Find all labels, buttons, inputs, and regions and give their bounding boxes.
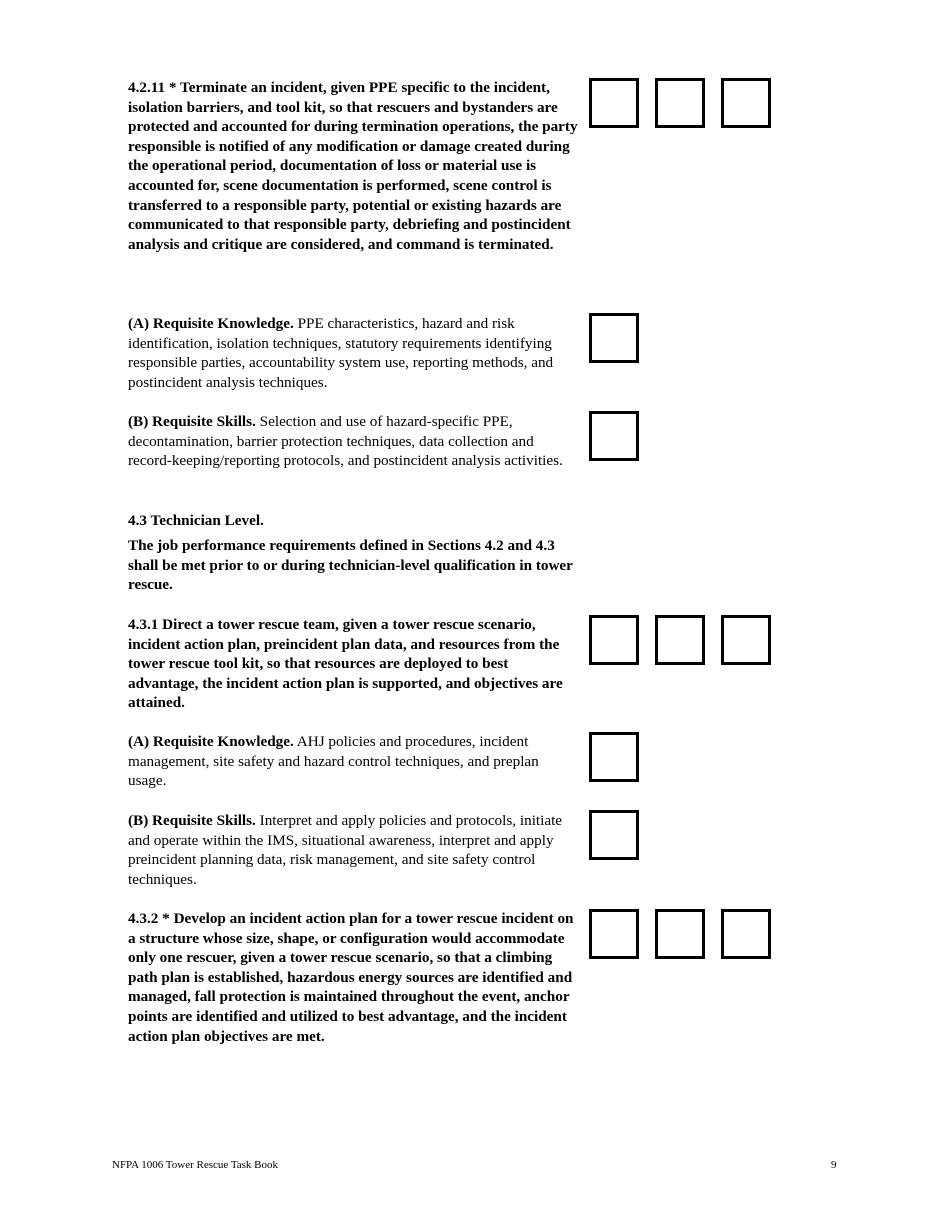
signoff-checkbox[interactable] [589,732,639,782]
page-number: 9 [831,1159,837,1171]
signoff-boxes-4-3-1 [589,615,771,665]
signoff-checkbox[interactable] [589,78,639,128]
knowledge-text: AHJ policies and procedures, incident management, site safety and hazard control techniques, and preplan usage. [128,733,539,790]
section-4-2-11-knowledge [128,314,578,392]
signoff-boxes-4-2-11 [589,78,771,128]
signoff-checkbox[interactable] [589,313,639,363]
signoff-boxes-4-3-2 [589,909,771,959]
knowledge-label: (A) Requisite Knowledge. [128,315,294,332]
footer-title: NFPA 1006 Tower Rescue Task Book [112,1159,279,1171]
section-4-2-11-skills [128,412,578,471]
section-4-3-2: 4.3.2 * Develop an incident action plan for a tower rescue incident on a structure whose size, shape, or configuration would accommodate only one rescuer, given a tower rescue scenario, so that a climbing path plan is established, hazardous energy sources are identified and managed, fall protection is maintained throughout the event, anchor points are identified and utilized to best advantage, and the incident action plan objectives are met. [128,910,574,1045]
signoff-boxes-4-2-11-a [589,313,639,363]
skills-text: Interpret and apply policies and protocols, initiate and operate within the IMS, situational awareness, interpret and apply preincident planning data, risk management, and site safety control techniques. [128,812,563,888]
section-4-3-1-skills [128,811,578,889]
signoff-checkbox[interactable] [589,909,639,959]
signoff-checkbox[interactable] [655,909,705,959]
signoff-checkbox[interactable] [655,615,705,665]
knowledge-text: PPE characteristics, hazard and risk identification, isolation techniques, statutory requirements identifying responsible parties, accountability system use, reporting methods, and postincident analysis techniques. [128,315,554,391]
signoff-checkbox[interactable] [589,810,639,860]
section-4-3-heading: 4.3 Technician Level. [128,512,264,529]
skills-label: (B) Requisite Skills. [128,812,256,829]
knowledge-label: (A) Requisite Knowledge. [128,733,294,750]
signoff-checkbox[interactable] [655,78,705,128]
signoff-boxes-4-2-11-b [589,411,639,461]
signoff-checkbox[interactable] [589,411,639,461]
section-4-3-1: 4.3.1 Direct a tower rescue team, given a tower rescue scenario, incident action plan, preincident plan data, and resources from the tower rescue tool kit, so that resources are deployed to best advantage, the incident action plan is supported, and objectives are attained. [128,616,563,712]
signoff-checkbox[interactable] [589,615,639,665]
skills-label: (B) Requisite Skills. [128,413,256,430]
signoff-checkbox[interactable] [721,615,771,665]
signoff-checkbox[interactable] [721,78,771,128]
signoff-boxes-4-3-1-a [589,732,639,782]
skills-text: Selection and use of hazard-specific PPE, decontamination, barrier protection techniques, data collection and record-keeping/reporting protocols, and postincident analysis activities. [128,413,563,470]
signoff-checkbox[interactable] [721,909,771,959]
section-4-3-1-knowledge [128,732,578,791]
section-4-3-intro: The job performance requirements defined in Sections 4.2 and 4.3 shall be met prior to or during technician-level qualification in tower rescue. [128,537,573,594]
section-4-2-11: 4.2.11 * Terminate an incident, given PPE specific to the incident, isolation barriers, and tool kit, so that rescuers and bystanders are protected and accounted for during termination operations, the party responsible is notified of any modification or damage created during the operational period, documentation of loss or material use is accounted for, scene documentation is performed, scene control is transferred to a responsible party, potential or existing hazards are communicated to that responsible party, debriefing and postincident analysis and critique are considered, and command is terminated. [128,79,578,253]
signoff-boxes-4-3-1-b [589,810,639,860]
